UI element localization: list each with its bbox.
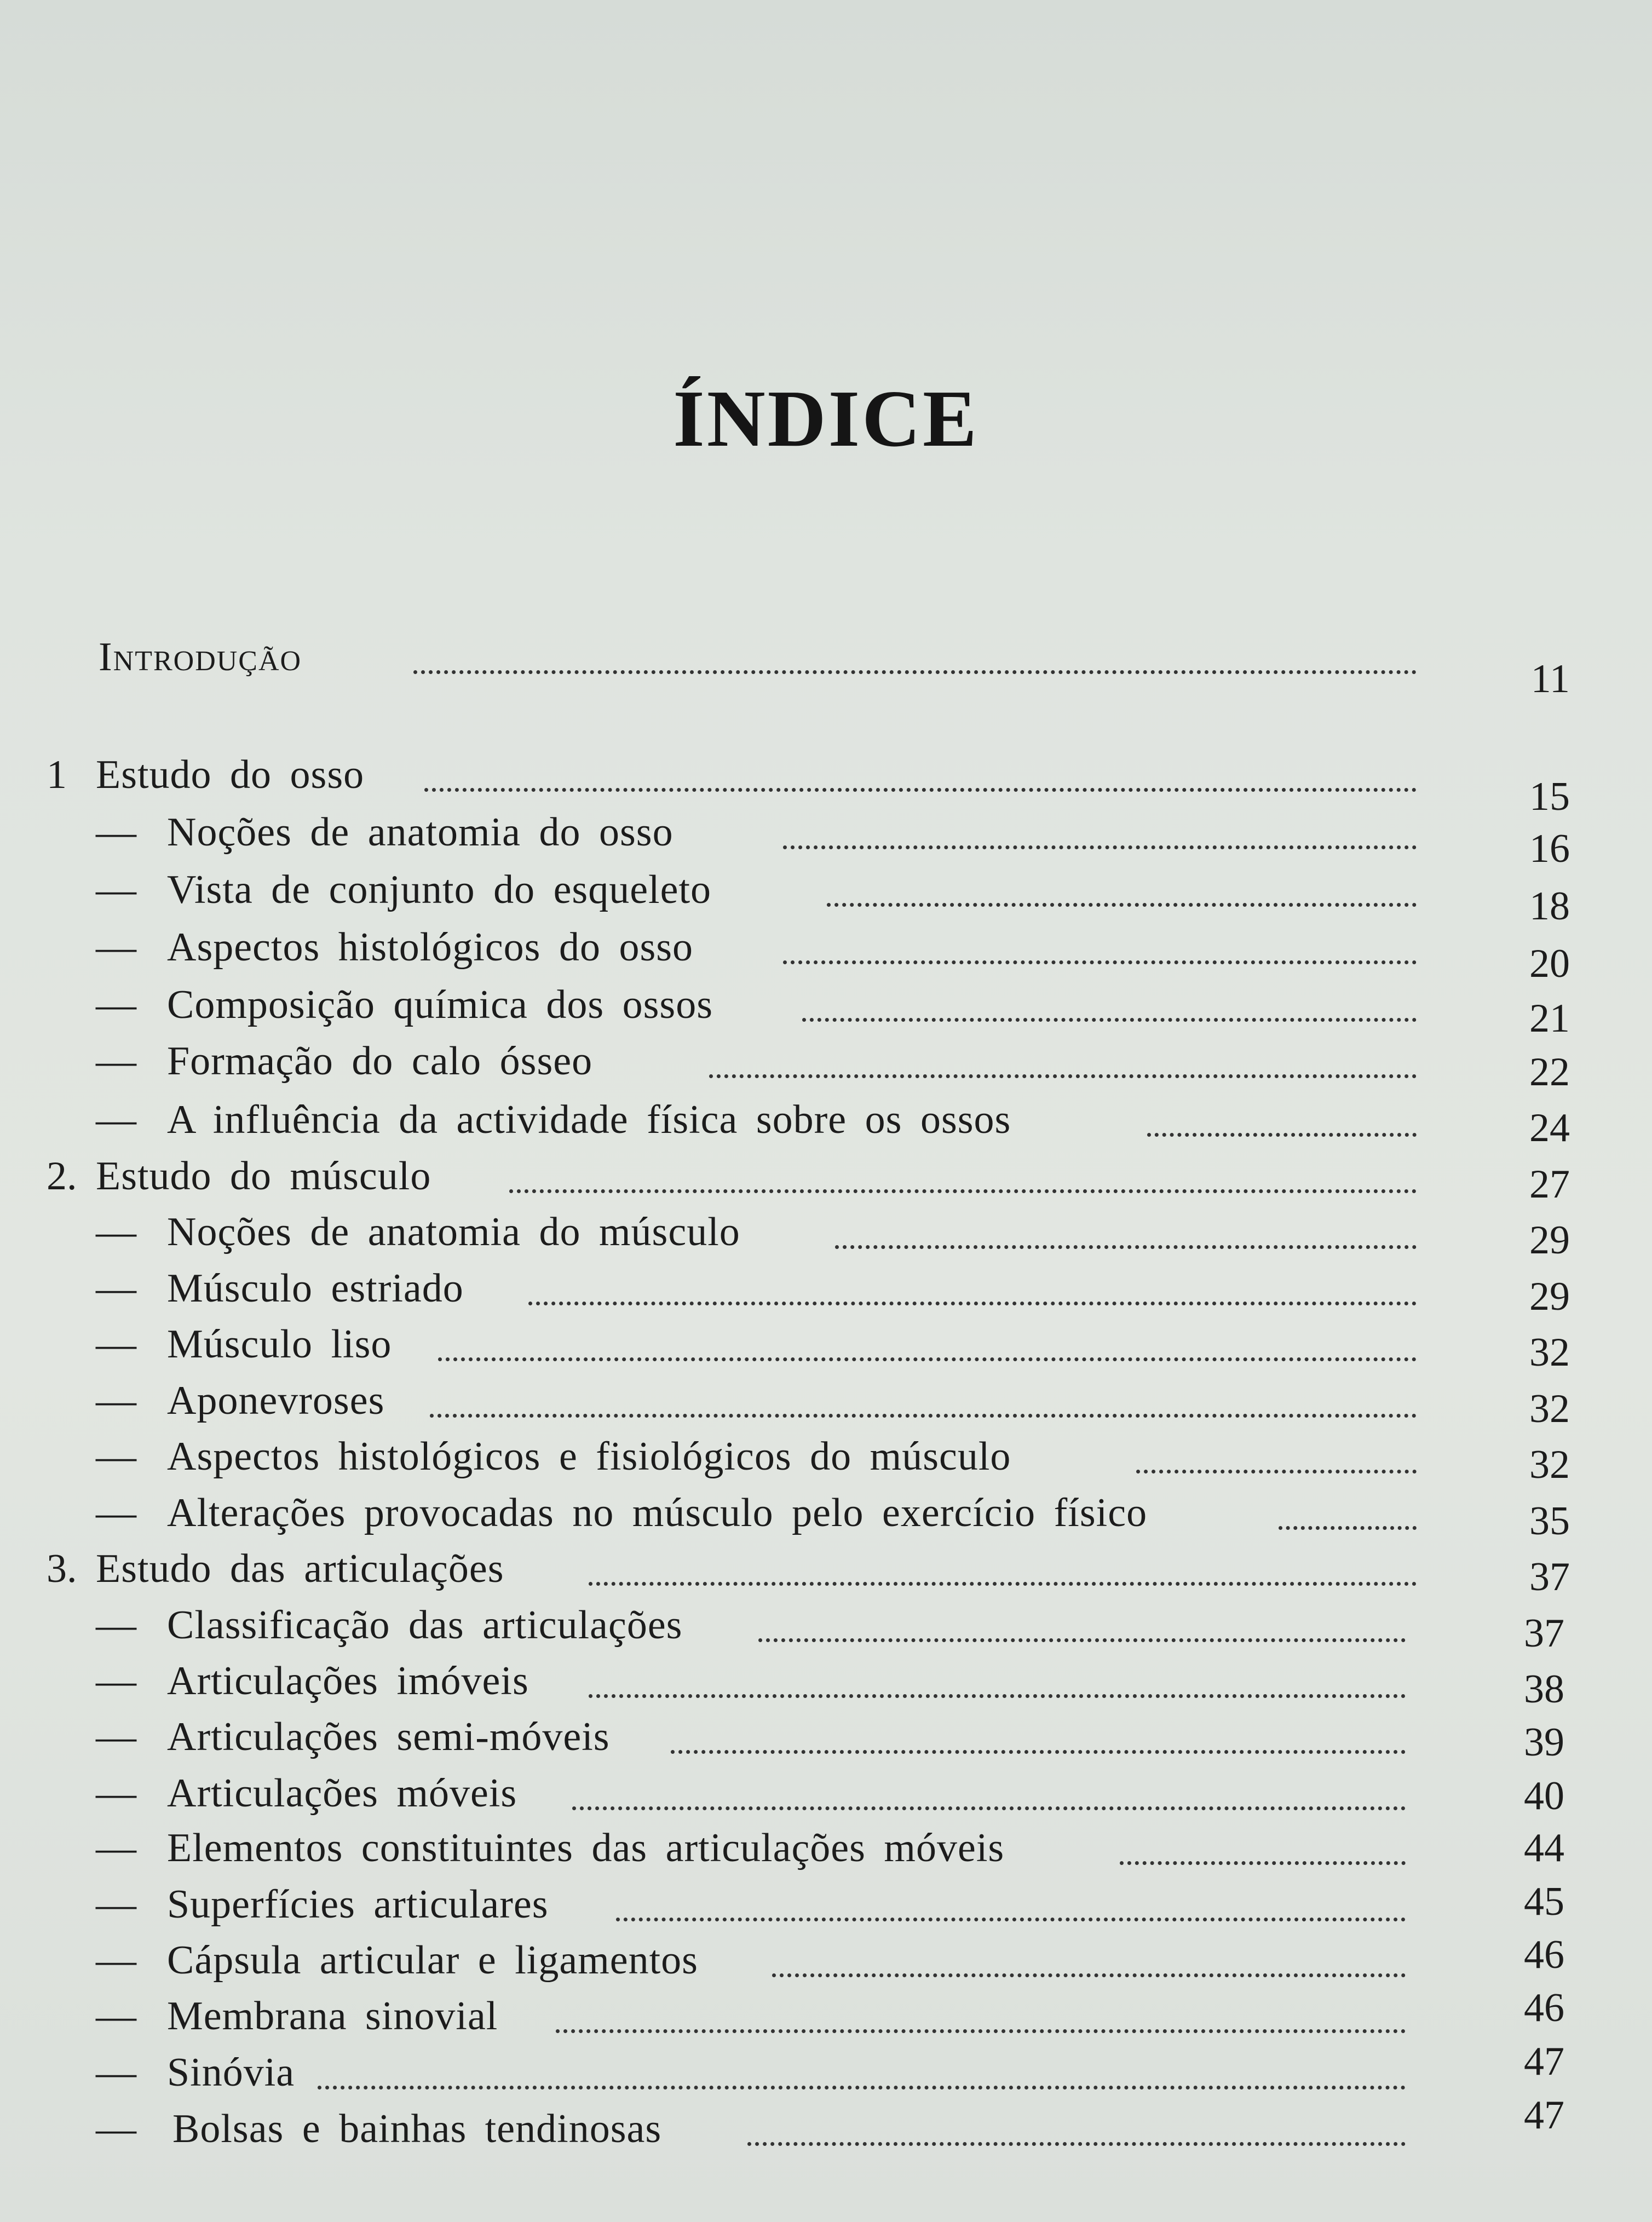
toc-entry-label: Estudo das articulações — [96, 1546, 504, 1591]
toc-entry-page: 38 — [1524, 1667, 1564, 1712]
toc-entry — [0, 1766, 1652, 1821]
entry-dash: — — [96, 1266, 136, 1311]
toc-entry-page: 47 — [1524, 2039, 1564, 2084]
dot-leader — [589, 1689, 1406, 1698]
dot-leader — [772, 1968, 1406, 1977]
toc-entry — [0, 1877, 1652, 1932]
toc-entry-page: 21 — [1529, 996, 1570, 1041]
toc-entry-page: 29 — [1529, 1274, 1570, 1319]
toc-entry-page: 27 — [1529, 1162, 1570, 1207]
entry-dash: — — [96, 1097, 136, 1142]
toc-entry — [0, 1149, 1652, 1207]
dot-leader — [747, 2137, 1406, 2146]
toc-entry-page: 46 — [1524, 1985, 1564, 2030]
toc-entry — [0, 1985, 1652, 2043]
toc-entry-label: Introdução — [99, 635, 302, 680]
toc-entry-label: Músculo liso — [167, 1322, 392, 1367]
chapter-number: 3. — [47, 1546, 77, 1591]
toc-entry — [0, 747, 1652, 819]
toc-entry-page: 39 — [1524, 1720, 1564, 1765]
toc-entry-page: 32 — [1529, 1442, 1570, 1487]
toc-entry — [0, 1709, 1652, 1764]
dot-leader — [438, 1352, 1417, 1361]
dot-leader — [835, 1240, 1417, 1249]
toc-entry-label: Noções de anatomia do osso — [167, 810, 674, 855]
toc-entry — [0, 1654, 1652, 1712]
toc-entry — [0, 1429, 1652, 1487]
dot-leader — [572, 1801, 1406, 1810]
toc-entry — [0, 1092, 1652, 1150]
toc-entry-label: Aspectos histológicos e fisiológicos do músculo — [167, 1434, 1011, 1479]
toc-entry-label: Composição química dos ossos — [167, 982, 713, 1027]
toc-entry-label: Superfícies articulares — [167, 1882, 549, 1927]
entry-dash: — — [96, 1434, 136, 1479]
toc-entry — [0, 862, 1652, 929]
dot-leader — [827, 897, 1417, 907]
toc-entry-page: 29 — [1529, 1218, 1570, 1263]
entry-dash: — — [96, 2106, 136, 2151]
dot-leader — [783, 955, 1417, 964]
entry-dash: — — [96, 1826, 136, 1870]
entry-dash: — — [96, 810, 136, 855]
entry-dash: — — [96, 982, 136, 1027]
toc-entry-page: 44 — [1524, 1826, 1564, 1870]
toc-entry-label: Sinóvia — [167, 2050, 295, 2095]
toc-entry — [0, 977, 1652, 1041]
dot-leader — [616, 1912, 1406, 1921]
toc-entry-page: 22 — [1529, 1050, 1570, 1095]
toc-entry — [0, 1541, 1652, 1599]
chapter-number: 2. — [47, 1154, 77, 1199]
toc-entry-page: 15 — [1529, 774, 1570, 819]
entry-dash: — — [96, 1994, 136, 2039]
toc-entry — [0, 1317, 1652, 1375]
dot-leader — [1120, 1856, 1406, 1865]
toc-entry-label: Músculo estriado — [167, 1266, 464, 1311]
entry-dash: — — [96, 1882, 136, 1927]
dot-leader — [509, 1184, 1417, 1193]
toc-entry-page: 47 — [1524, 2093, 1564, 2138]
toc-entry-intro — [0, 630, 1652, 701]
toc-entry-label: Noções de anatomia do músculo — [167, 1210, 740, 1254]
toc-entry-page: 11 — [1530, 657, 1570, 701]
toc-entry-page: 45 — [1524, 1879, 1564, 1924]
dot-leader — [1279, 1521, 1417, 1530]
dot-leader — [589, 1576, 1417, 1586]
toc-entry — [0, 1486, 1652, 1544]
toc-entry — [0, 1598, 1652, 1656]
entry-dash: — — [96, 1210, 136, 1254]
toc-entry — [0, 2093, 1652, 2156]
toc-entry-label: Estudo do músculo — [96, 1154, 431, 1199]
toc-entry-page: 46 — [1524, 1932, 1564, 1977]
dot-leader — [318, 2080, 1406, 2089]
toc-entry-label: Articulações imóveis — [167, 1659, 529, 1703]
toc-entry-page: 32 — [1529, 1330, 1570, 1375]
entry-dash: — — [96, 1322, 136, 1367]
toc-entry-label: Articulações semi-móveis — [167, 1714, 610, 1759]
toc-entry-page: 37 — [1529, 1555, 1570, 1599]
toc-entry-label: Vista de conjunto do esqueleto — [167, 867, 712, 912]
entry-dash: — — [96, 925, 136, 970]
entry-dash: — — [96, 867, 136, 912]
toc-entry — [0, 1261, 1652, 1319]
dot-leader — [556, 2024, 1406, 2033]
toc-entry-label: Formação do calo ósseo — [167, 1039, 593, 1084]
toc-entry-page: 37 — [1524, 1611, 1564, 1656]
toc-entry — [0, 1821, 1652, 1875]
dot-leader — [424, 782, 1417, 792]
toc-entry-page: 16 — [1529, 826, 1570, 871]
toc-entry — [0, 1933, 1652, 1988]
dot-leader — [1136, 1464, 1417, 1473]
page-title: ÍNDICE — [673, 374, 979, 464]
entry-dash: — — [96, 1714, 136, 1759]
dot-leader — [413, 665, 1417, 674]
toc-entry-label: Elementos constituintes das articulações móveis — [167, 1826, 1005, 1870]
toc-entry-page: 18 — [1529, 884, 1570, 929]
toc-entry-page: 40 — [1524, 1774, 1564, 1818]
toc-entry-label: Bolsas e bainhas tendinosas — [172, 2106, 662, 2151]
toc-entry-label: Alterações provocadas no músculo pelo exercício físico — [167, 1490, 1148, 1535]
toc-entry-page: 32 — [1529, 1386, 1570, 1431]
dot-leader — [430, 1408, 1417, 1418]
toc-entry — [0, 1205, 1652, 1263]
dot-leader — [1147, 1127, 1417, 1137]
entry-dash: — — [96, 1659, 136, 1703]
toc-entry-label: Estudo do osso — [96, 752, 365, 797]
toc-entry — [0, 2039, 1652, 2100]
toc-entry-label: Aspectos histológicos do osso — [167, 925, 694, 970]
dot-leader — [671, 1745, 1406, 1754]
dot-leader — [758, 1633, 1406, 1642]
toc-entry-page: 35 — [1529, 1499, 1570, 1544]
toc-entry-label: A influência da actividade física sobre os ossos — [167, 1097, 1011, 1142]
toc-entry — [0, 1373, 1652, 1431]
toc-entry — [0, 805, 1652, 871]
toc-entry — [0, 1034, 1652, 1095]
entry-dash: — — [96, 2050, 136, 2095]
chapter-number: 1 — [47, 752, 67, 797]
entry-dash: — — [96, 1938, 136, 1983]
toc-entry-page: 20 — [1529, 941, 1570, 986]
entry-dash: — — [96, 1771, 136, 1816]
entry-dash: — — [96, 1039, 136, 1084]
toc-entry-label: Membrana sinovial — [167, 1994, 498, 2039]
toc-entry-page: 24 — [1529, 1106, 1570, 1150]
entry-dash: — — [96, 1378, 136, 1423]
dot-leader — [783, 840, 1417, 849]
toc-entry-label: Aponevroses — [167, 1378, 385, 1423]
dot-leader — [802, 1012, 1417, 1022]
entry-dash: — — [96, 1603, 136, 1648]
dot-leader — [528, 1296, 1417, 1305]
entry-dash: — — [96, 1490, 136, 1535]
toc-entry-label: Classificação das articulações — [167, 1603, 683, 1648]
toc-entry — [0, 920, 1652, 986]
toc-entry-label: Cápsula articular e ligamentos — [167, 1938, 698, 1983]
dot-leader — [709, 1069, 1417, 1078]
toc-entry-label: Articulações móveis — [167, 1771, 517, 1816]
